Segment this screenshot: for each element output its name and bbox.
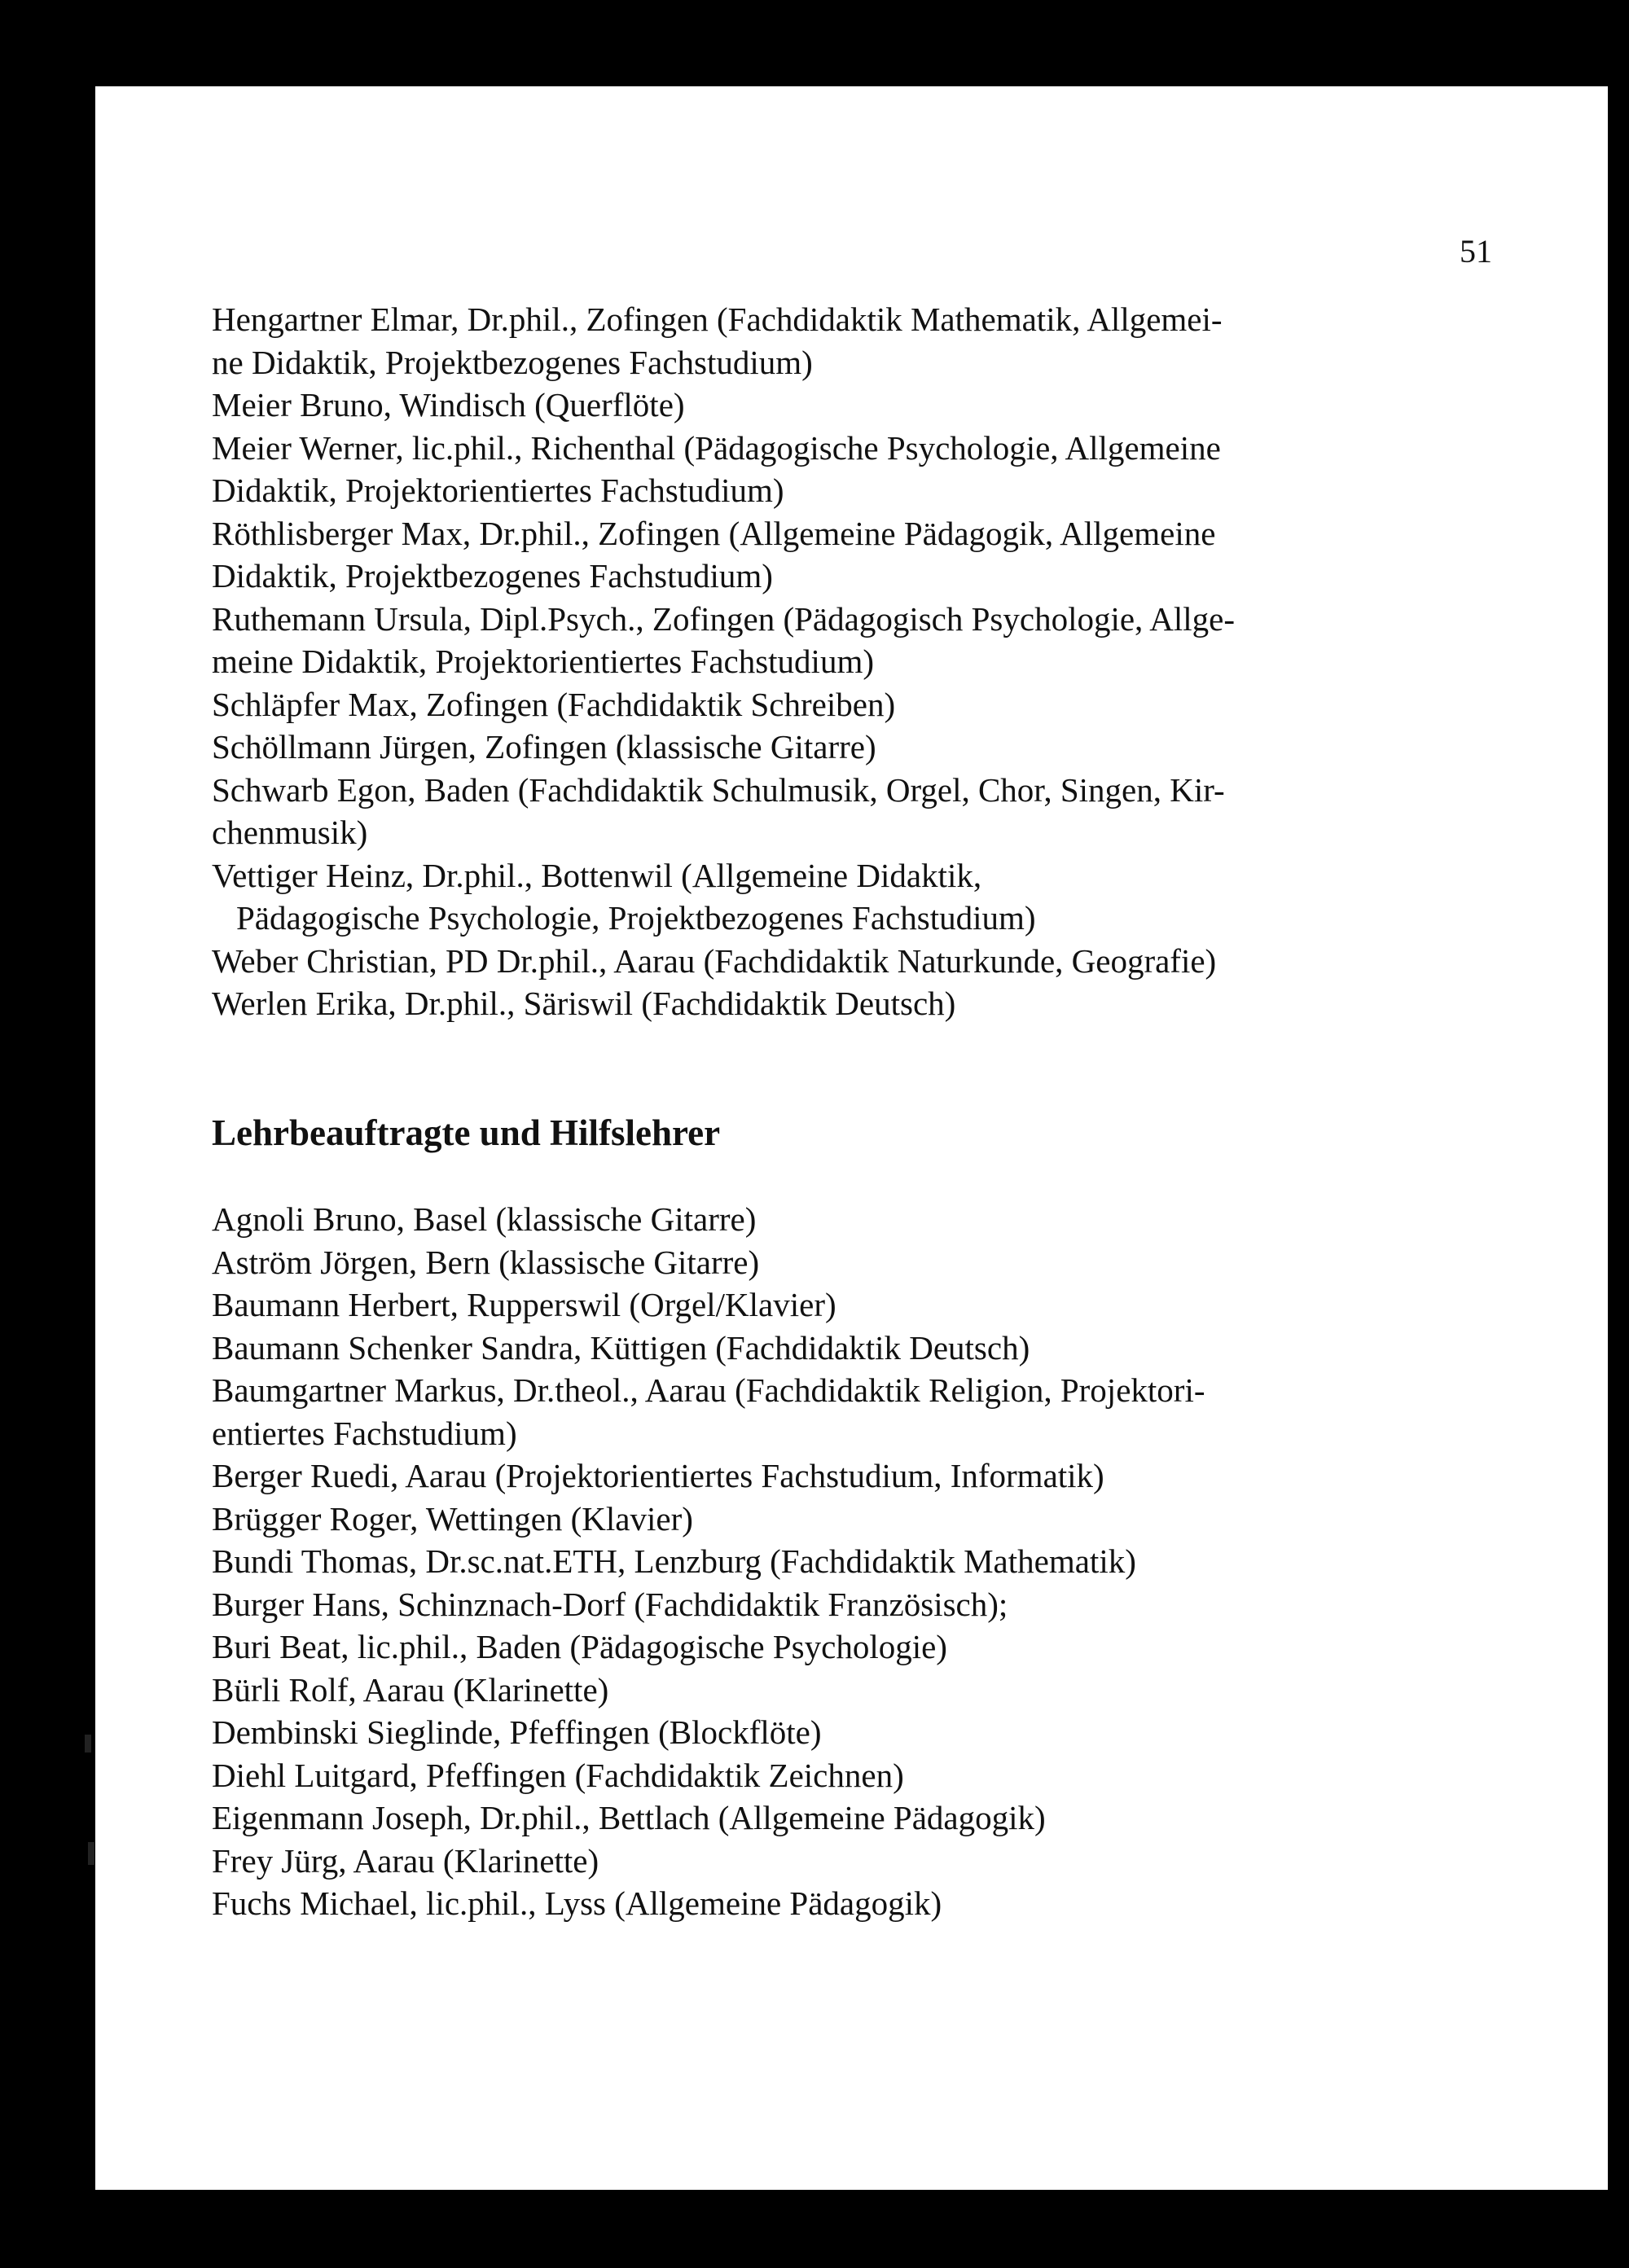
section-heading: Lehrbeauftragte und Hilfslehrer <box>212 1112 721 1153</box>
entry-line: Werlen Erika, Dr.phil., Säriswil (Fachdidaktik Deutsch) <box>212 985 956 1022</box>
page-number: 51 <box>1460 233 1492 270</box>
list-entry <box>212 1327 1494 1370</box>
entry-line: Hengartner Elmar, Dr.phil., Zofingen (Fachdidaktik Mathematik, Allgemei- <box>212 300 1223 338</box>
list-entry <box>212 726 1494 769</box>
list-entry <box>212 1711 1494 1754</box>
entry-line: Röthlisberger Max, Dr.phil., Zofingen (Allgemeine Pädagogik, Allgemeine <box>212 514 1216 552</box>
list-entry <box>212 1454 1494 1498</box>
entry-line: Burger Hans, Schinznach-Dorf (Fachdidaktik Französisch); <box>212 1585 1008 1623</box>
entry-line: Bürli Rolf, Aarau (Klarinette) <box>212 1670 609 1709</box>
list-entry <box>212 683 1494 726</box>
scan-edge-mark <box>88 1842 94 1865</box>
entry-line: chenmusik) <box>212 814 368 851</box>
entry-line: Weber Christian, PD Dr.phil., Aarau (Fachdidaktik Naturkunde, Geografie) <box>212 941 1217 980</box>
entry-line: Schläpfer Max, Zofingen (Fachdidaktik Schreiben) <box>212 685 896 723</box>
entry-line: Pädagogische Psychologie, Projektbezogenes Fachstudium) <box>236 899 1036 937</box>
entry-line: Agnoli Bruno, Basel (klassische Gitarre) <box>212 1200 757 1238</box>
list-entry <box>212 512 1494 598</box>
list-entry <box>212 940 1494 983</box>
list-entry <box>212 1882 1494 1925</box>
lecturer-list <box>212 1198 1494 1925</box>
entry-line: meine Didaktik, Projektorientiertes Fachstudium) <box>212 643 874 680</box>
list-entry <box>212 1754 1494 1797</box>
entry-line: Fuchs Michael, lic.phil., Lyss (Allgemeine Pädagogik) <box>212 1884 942 1922</box>
entry-line: Didaktik, Projektbezogenes Fachstudium) <box>212 557 773 594</box>
entry-line: Schöllmann Jürgen, Zofingen (klassische Gitarre) <box>212 728 876 766</box>
entry-line: Meier Bruno, Windisch (Querflöte) <box>212 386 685 423</box>
entry-line: Dembinski Sieglinde, Pfeffingen (Blockflöte) <box>212 1713 822 1751</box>
entry-line: Baumgartner Markus, Dr.theol., Aarau (Fachdidaktik Religion, Projektori- <box>212 1371 1205 1409</box>
entry-line: Berger Ruedi, Aarau (Projektorientiertes Fachstudium, Informatik) <box>212 1457 1104 1494</box>
list-entry <box>212 384 1494 427</box>
list-entry <box>212 1241 1494 1284</box>
entry-line: Vettiger Heinz, Dr.phil., Bottenwil (Allgemeine Didaktik, <box>212 856 982 894</box>
entry-line: ne Didaktik, Projektbezogenes Fachstudium) <box>212 343 813 381</box>
list-entry <box>212 1840 1494 1883</box>
entry-line: Schwarb Egon, Baden (Fachdidaktik Schulmusik, Orgel, Chor, Singen, Kir- <box>212 770 1225 809</box>
list-entry <box>212 1198 1494 1241</box>
entry-line: Brügger Roger, Wettingen (Klavier) <box>212 1499 693 1538</box>
entry-line: Buri Beat, lic.phil., Baden (Pädagogische Psychologie) <box>212 1628 947 1665</box>
list-entry <box>212 1283 1494 1327</box>
entry-line: Didaktik, Projektorientiertes Fachstudium) <box>212 472 784 509</box>
list-entry <box>212 1583 1494 1626</box>
scan-edge-mark <box>85 1735 91 1753</box>
faculty-list <box>212 298 1494 1025</box>
entry-line: Aström Jörgen, Bern (klassische Gitarre) <box>212 1243 760 1281</box>
entry-line: Baumann Herbert, Rupperswil (Orgel/Klavier) <box>212 1286 836 1323</box>
list-entry <box>212 1369 1494 1454</box>
entry-line: entiertes Fachstudium) <box>212 1414 517 1452</box>
list-entry <box>212 982 1494 1025</box>
entry-line: Meier Werner, lic.phil., Richenthal (Pädagogische Psychologie, Allgemeine <box>212 428 1221 467</box>
document-page <box>95 86 1608 2190</box>
entry-line: Baumann Schenker Sandra, Küttigen (Fachdidaktik Deutsch) <box>212 1328 1030 1367</box>
list-entry <box>212 1540 1494 1583</box>
entry-line: Ruthemann Ursula, Dipl.Psych., Zofingen (Pädagogisch Psychologie, Allge- <box>212 599 1236 638</box>
entry-line: Frey Jürg, Aarau (Klarinette) <box>212 1841 599 1880</box>
entry-line: Bundi Thomas, Dr.sc.nat.ETH, Lenzburg (Fachdidaktik Mathematik) <box>212 1542 1136 1580</box>
list-entry <box>212 1625 1494 1669</box>
entry-line: Diehl Luitgard, Pfeffingen (Fachdidaktik Zeichnen) <box>212 1756 904 1794</box>
entry-line: Eigenmann Joseph, Dr.phil., Bettlach (Allgemeine Pädagogik) <box>212 1799 1046 1836</box>
list-entry <box>212 854 1494 940</box>
list-entry <box>212 598 1494 683</box>
list-entry <box>212 1796 1494 1840</box>
list-entry <box>212 298 1494 384</box>
list-entry <box>212 1669 1494 1712</box>
list-entry <box>212 427 1494 512</box>
list-entry <box>212 1498 1494 1541</box>
list-entry <box>212 769 1494 854</box>
